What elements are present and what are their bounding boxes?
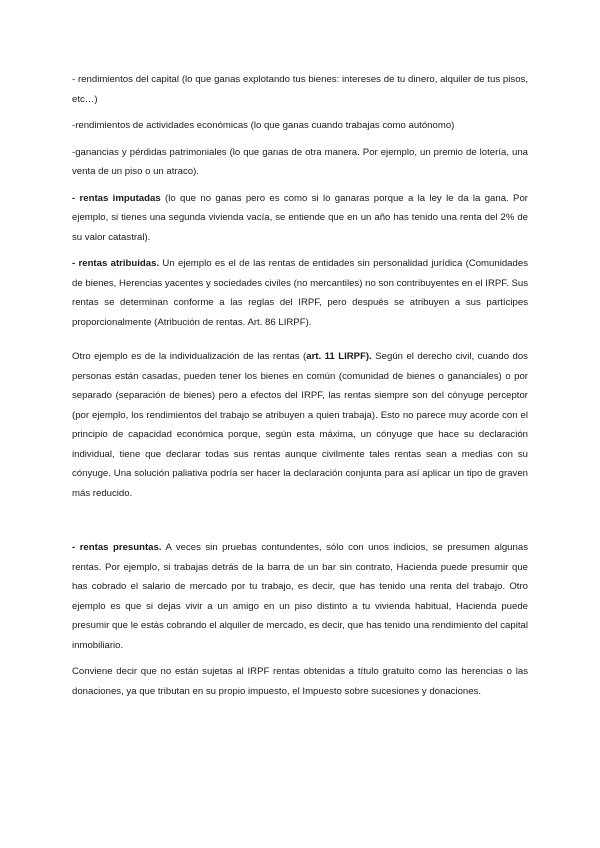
- paragraph-rentas-atribuidas: [72, 254, 528, 332]
- text-run: A veces sin pruebas contundentes, sólo con unos indicios, se presumen algunas rentas. Por ejemplo, si trabajas detrás de la barra de un bar sin contrato, Hacienda puede presumir que has cobrado el salario de mercado por tu trabajo, es decir, que has tenido una renta del trabajo. Otro ejemplo es que si dejas vivir a un amigo en un piso distinto a tu vivienda habitual, Hacienda puede presumir que le estás cobrando el alquiler de mercado, es decir, que has tenido una rendimiento del capital inmobiliario.: [72, 542, 528, 651]
- paragraph-ganancias-perdidas: [72, 143, 528, 182]
- text-run: -ganancias y pérdidas patrimoniales (lo que ganas de otra manera. Por ejemplo, un premio de lotería, una venta de un piso o un atraco).: [72, 146, 528, 177]
- text-run: (lo que no ganas pero es como si lo ganaras porque a la ley le da la gana. Por ejemplo, si tienes una segunda vivienda vacía, se entiende que en un año has tenido una renta del 2% de su valor catastral).: [72, 192, 528, 243]
- bold-heading: - rentas presuntas.: [72, 542, 162, 553]
- text-run: - rendimientos del capital (lo que ganas explotando tus bienes: intereses de tu dinero, alquiler de tus pisos, etc…): [72, 74, 528, 105]
- paragraph-rendimientos-capital: [72, 70, 528, 109]
- bold-heading: - rentas atribuidas.: [72, 258, 160, 269]
- text-run: -rendimientos de actividades económicas (lo que ganas cuando trabajas como autónomo): [72, 120, 455, 131]
- paragraph-rentas-imputadas: [72, 189, 528, 248]
- paragraph-no-sujetas: [72, 662, 528, 701]
- text-run: Un ejemplo es el de las rentas de entidades sin personalidad jurídica (Comunidades de bienes, Herencias yacentes y sociedades civiles (no mercantiles) no son contribuyentes en el IRPF. Sus rentas se determinan conforme a las reglas del IRPF, pero después se atribuyen a sus partícipes proporcionalmente (Atribución de rentas. Art. 86 LIRPF).: [72, 258, 528, 328]
- text-run: Conviene decir que no están sujetas al IRPF rentas obtenidas a título gratuito como las herencias o las donaciones, ya que tributan en su propio impuesto, el Impuesto sobre sucesiones y donaciones.: [72, 666, 528, 697]
- text-run: Según el derecho civil, cuando dos personas están casadas, pueden tener los bienes en común (comunidad de bienes o gananciales) o por separado (separación de bienes) pero a efectos del IRPF, las rentas siempre son del cónyuge perceptor (por ejemplo, los rendimientos del trabajo se atribuyen a quien trabaja). Esto no parece muy acorde con el principio de capacidad económica porque, según esta máxima, un cónyuge que hace su declaración individual, tiene que declarar todas sus rentas aunque civilmente tales rentas sean a medias con su cónyuge. Una solución paliativa podría ser hacer la declaración conjunta para así aplicar un tipo de graven más reducido.: [72, 351, 528, 499]
- spacer: [72, 339, 528, 347]
- paragraph-individualizacion-rentas: [72, 347, 528, 503]
- paragraph-actividades-economicas: [72, 116, 528, 136]
- bold-reference: art. 11 LIRPF).: [306, 351, 372, 362]
- spacer: [72, 510, 528, 538]
- document-page: [72, 70, 528, 708]
- paragraph-rentas-presuntas: [72, 538, 528, 655]
- bold-heading: - rentas imputadas: [72, 192, 161, 204]
- text-run: Otro ejemplo es de la individualización de las rentas (: [72, 351, 307, 362]
